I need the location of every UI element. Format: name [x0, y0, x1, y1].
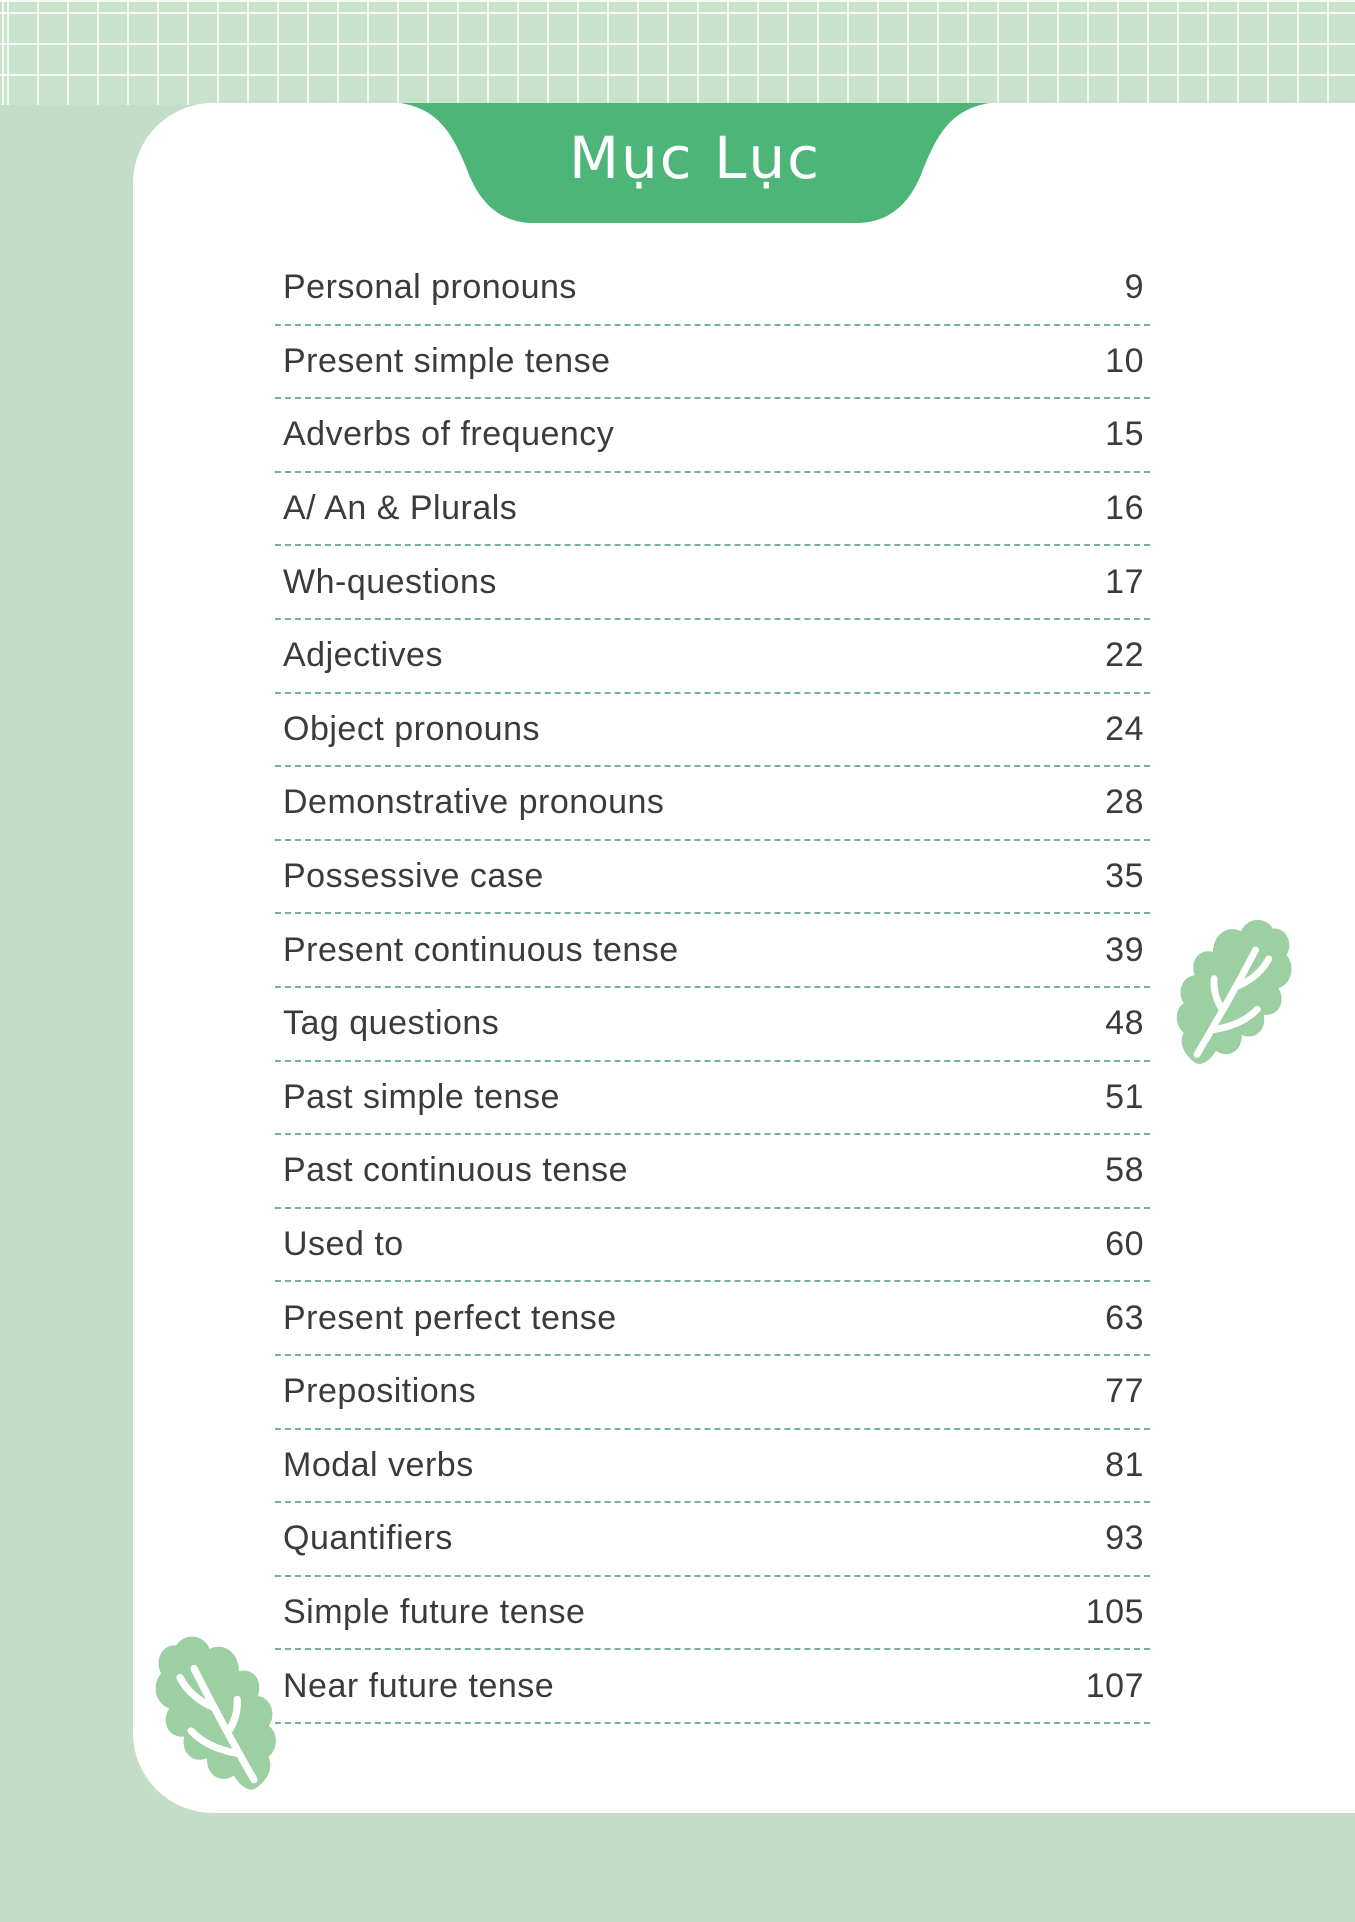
toc-entry-label: Adjectives [283, 636, 443, 675]
grid-pattern-strip [0, 0, 1355, 105]
toc-row [275, 694, 1150, 768]
toc-entry-page: 93 [1105, 1519, 1144, 1558]
toc-entry-page: 81 [1105, 1445, 1144, 1484]
toc-entry-label: Object pronouns [283, 709, 540, 748]
toc-entry-label: Present perfect tense [283, 1298, 617, 1337]
toc-row [275, 988, 1150, 1062]
toc-entry-label: Quantifiers [283, 1519, 453, 1558]
toc-entry-page: 16 [1105, 489, 1144, 528]
toc-entry-label: Wh-questions [283, 562, 497, 601]
toc-entry-page: 51 [1105, 1077, 1144, 1116]
toc-entry-page: 39 [1105, 930, 1144, 969]
toc-row [275, 914, 1150, 988]
toc-entry-label: Present continuous tense [283, 930, 679, 969]
toc-entry-page: 24 [1105, 709, 1144, 748]
toc-row [275, 1356, 1150, 1430]
title-banner [400, 103, 990, 223]
toc-row [275, 1503, 1150, 1577]
toc-row [275, 1430, 1150, 1504]
toc-entry-page: 10 [1105, 341, 1144, 380]
toc-entry-label: Near future tense [283, 1666, 555, 1705]
toc-entry-page: 107 [1085, 1666, 1144, 1705]
toc-row [275, 767, 1150, 841]
toc-row [275, 1282, 1150, 1356]
toc-entry-label: Present simple tense [283, 341, 611, 380]
toc-row [275, 252, 1150, 326]
toc-entry-page: 77 [1105, 1372, 1144, 1411]
toc-row [275, 1650, 1150, 1724]
toc-entry-label: A/ An & Plurals [283, 489, 518, 528]
toc-entry-label: Demonstrative pronouns [283, 783, 665, 822]
toc-entry-page: 28 [1105, 783, 1144, 822]
toc-entry-label: Possessive case [283, 857, 544, 896]
toc-row [275, 841, 1150, 915]
toc-entry-label: Modal verbs [283, 1445, 474, 1484]
toc-row [275, 620, 1150, 694]
toc-entry-page: 9 [1124, 268, 1144, 307]
toc-entry-page: 105 [1085, 1592, 1144, 1631]
toc-entry-label: Simple future tense [283, 1592, 586, 1631]
toc-entry-label: Tag questions [283, 1004, 500, 1043]
toc-entry-page: 35 [1105, 857, 1144, 896]
toc-row [275, 1209, 1150, 1283]
toc-row [275, 1062, 1150, 1136]
toc-entry-label: Adverbs of frequency [283, 415, 615, 454]
toc-entry-page: 17 [1105, 562, 1144, 601]
toc-row [275, 326, 1150, 400]
leaf-icon [148, 1625, 283, 1797]
toc-entry-label: Prepositions [283, 1372, 477, 1411]
page-title: Mục Lục [568, 124, 822, 192]
toc-entry-page: 58 [1105, 1151, 1144, 1190]
toc-entry-label: Used to [283, 1225, 404, 1264]
toc-entry-label: Personal pronouns [283, 268, 577, 307]
toc-row [275, 1135, 1150, 1209]
toc-entry-label: Past simple tense [283, 1077, 560, 1116]
toc-entry-page: 22 [1105, 636, 1144, 675]
toc-entry-page: 48 [1105, 1004, 1144, 1043]
toc-entry-page: 63 [1105, 1298, 1144, 1337]
toc-entry-label: Past continuous tense [283, 1151, 629, 1190]
toc-row [275, 1577, 1150, 1651]
toc-list [275, 252, 1150, 1724]
toc-row [275, 399, 1150, 473]
toc-entry-page: 15 [1105, 415, 1144, 454]
toc-entry-page: 60 [1105, 1225, 1144, 1264]
toc-row [275, 546, 1150, 620]
toc-row [275, 473, 1150, 547]
leaf-icon [1171, 906, 1300, 1074]
